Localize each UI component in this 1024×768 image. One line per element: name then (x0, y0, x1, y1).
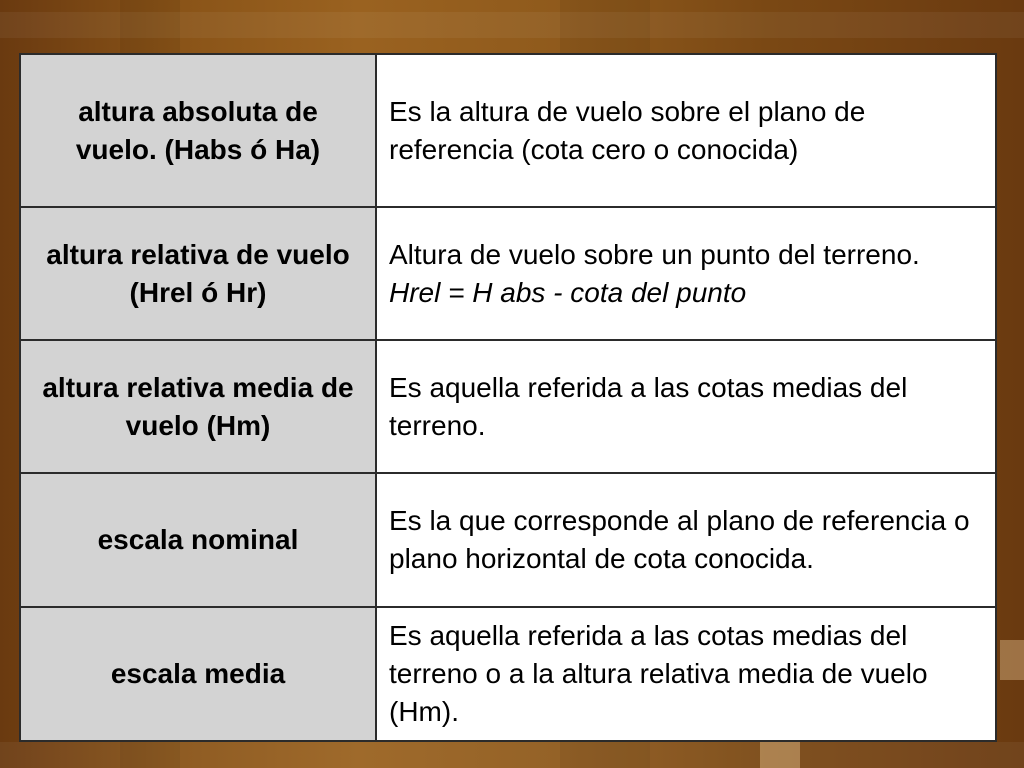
definition-text: Es aquella referida a las cotas medias del terreno. (389, 371, 908, 441)
definition-cell (376, 54, 996, 207)
table-row (20, 340, 996, 473)
background-glow (760, 742, 800, 768)
definition-cell (376, 607, 996, 741)
term-text: escala media (110, 658, 286, 689)
background-stripe (0, 742, 1024, 768)
term-cell (20, 473, 376, 607)
term-text: altura absoluta de vuelo. (Habs ó Ha) (75, 95, 321, 165)
term-text: altura relativa media de vuelo (Hm) (42, 371, 354, 441)
term-text: escala nominal (97, 524, 299, 555)
definition-text: Es la altura de vuelo sobre el plano de referencia (cota cero o conocida) (389, 95, 866, 165)
term-text: altura relativa de vuelo (Hrel ó Hr) (46, 238, 350, 308)
formula-text: Hrel = H abs - cota del punto (389, 276, 747, 308)
table-row (20, 54, 996, 207)
definition-cell (376, 340, 996, 473)
definition-text: Altura de vuelo sobre un punto del terreno. (389, 238, 920, 270)
term-cell (20, 207, 376, 340)
definition-text: Es aquella referida a las cotas medias del terreno o a la altura relativa media de vuelo (Hm). (389, 620, 928, 727)
background-stripe (0, 12, 1024, 38)
definition-text: Es la que corresponde al plano de referencia o plano horizontal de cota conocida. (389, 505, 970, 574)
background-glow (1000, 640, 1024, 680)
term-cell (20, 340, 376, 473)
definition-cell (376, 473, 996, 607)
definition-cell (376, 207, 996, 340)
table-row (20, 473, 996, 607)
term-cell (20, 607, 376, 741)
table-row (20, 607, 996, 741)
term-cell (20, 54, 376, 207)
definitions-table (19, 53, 997, 742)
table-row (20, 207, 996, 340)
